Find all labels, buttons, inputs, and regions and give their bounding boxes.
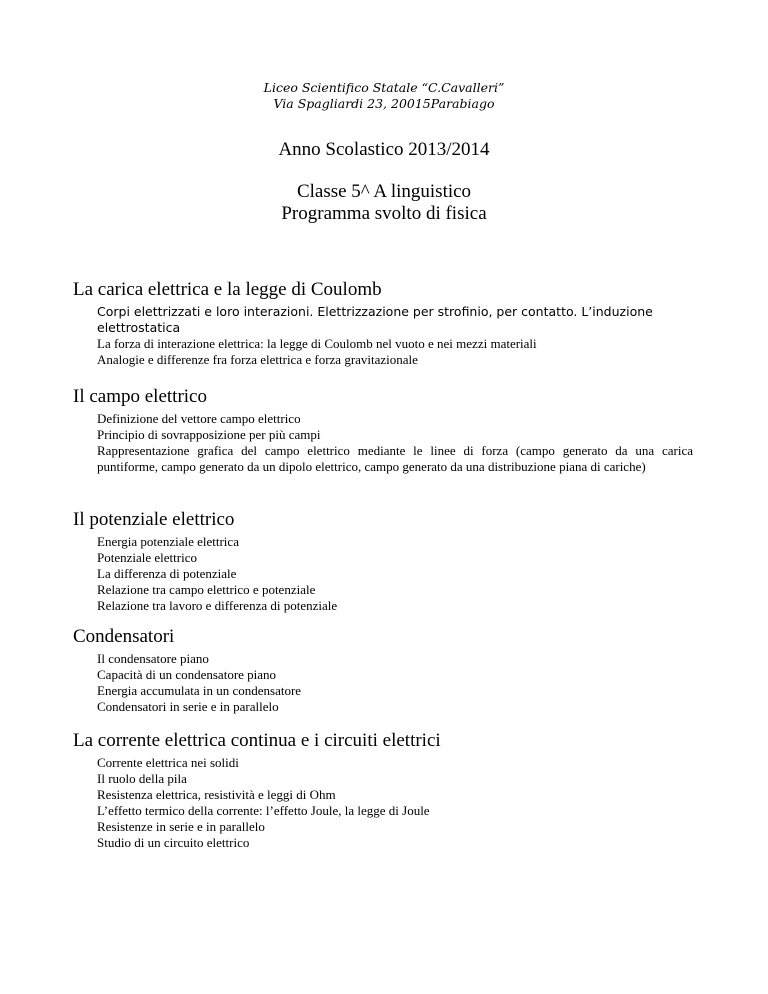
program-title: Programma svolto di fisica — [281, 203, 487, 224]
list-item: Corpi elettrizzati e loro interazioni. Elettrizzazione per strofinio, per contatto. L’induzione elettrostatica — [97, 304, 653, 335]
class-label: Classe 5^ A linguistico — [296, 181, 472, 202]
list-item: Analogie e differenze fra forza elettrica e forza gravitazionale — [97, 352, 418, 367]
list-item: L’effetto termico della corrente: l’effetto Joule, la legge di Joule — [97, 803, 430, 818]
topic-list — [97, 304, 693, 368]
list-item: Relazione tra lavoro e differenza di potenziale — [97, 598, 338, 613]
list-item: Definizione del vettore campo elettrico — [97, 411, 301, 426]
school-year: Anno Scolastico 2013/2014 — [278, 139, 490, 160]
topic-list — [97, 755, 693, 851]
list-item: Studio di un circuito elettrico — [97, 835, 250, 850]
list-item: Resistenze in serie e in parallelo — [97, 819, 265, 834]
list-item: Principio di sovrapposizione per più campi — [97, 427, 321, 442]
section-title: La corrente elettrica continua e i circuiti elettrici — [73, 730, 441, 751]
list-item: Energia potenziale elettrica — [97, 534, 239, 549]
list-item: Condensatori in serie e in parallelo — [97, 699, 279, 714]
list-item: Il condensatore piano — [97, 651, 209, 666]
list-item: Potenziale elettrico — [97, 550, 197, 565]
list-item: Relazione tra campo elettrico e potenziale — [97, 582, 316, 597]
list-item: La forza di interazione elettrica: la legge di Coulomb nel vuoto e nei mezzi materiali — [97, 336, 537, 351]
school-name: Liceo Scientifico Statale “C.Cavalleri” — [263, 80, 505, 95]
list-item: La differenza di potenziale — [97, 566, 237, 581]
list-item: Corrente elettrica nei solidi — [97, 755, 239, 770]
list-item: Resistenza elettrica, resistività e leggi di Ohm — [97, 787, 336, 802]
section-title: Il potenziale elettrico — [73, 509, 235, 530]
topic-list — [97, 651, 693, 715]
list-item: Rappresentazione grafica del campo elettrico mediante le linee di forza (campo generato da una carica puntiforme, campo generato da un dipolo elettrico, campo generato da una distribuzione piana di cariche) — [97, 443, 693, 474]
list-item: Capacità di un condensatore piano — [97, 667, 277, 682]
list-item: Il ruolo della pila — [97, 771, 187, 786]
school-address: Via Spagliardi 23, 20015Parabiago — [273, 96, 495, 111]
section-title: La carica elettrica e la legge di Coulomb — [73, 279, 382, 300]
section-title: Condensatori — [73, 626, 175, 647]
topic-list — [97, 534, 693, 614]
list-item: Energia accumulata in un condensatore — [97, 683, 302, 698]
topic-list — [97, 411, 693, 475]
section-title: Il campo elettrico — [73, 386, 207, 407]
